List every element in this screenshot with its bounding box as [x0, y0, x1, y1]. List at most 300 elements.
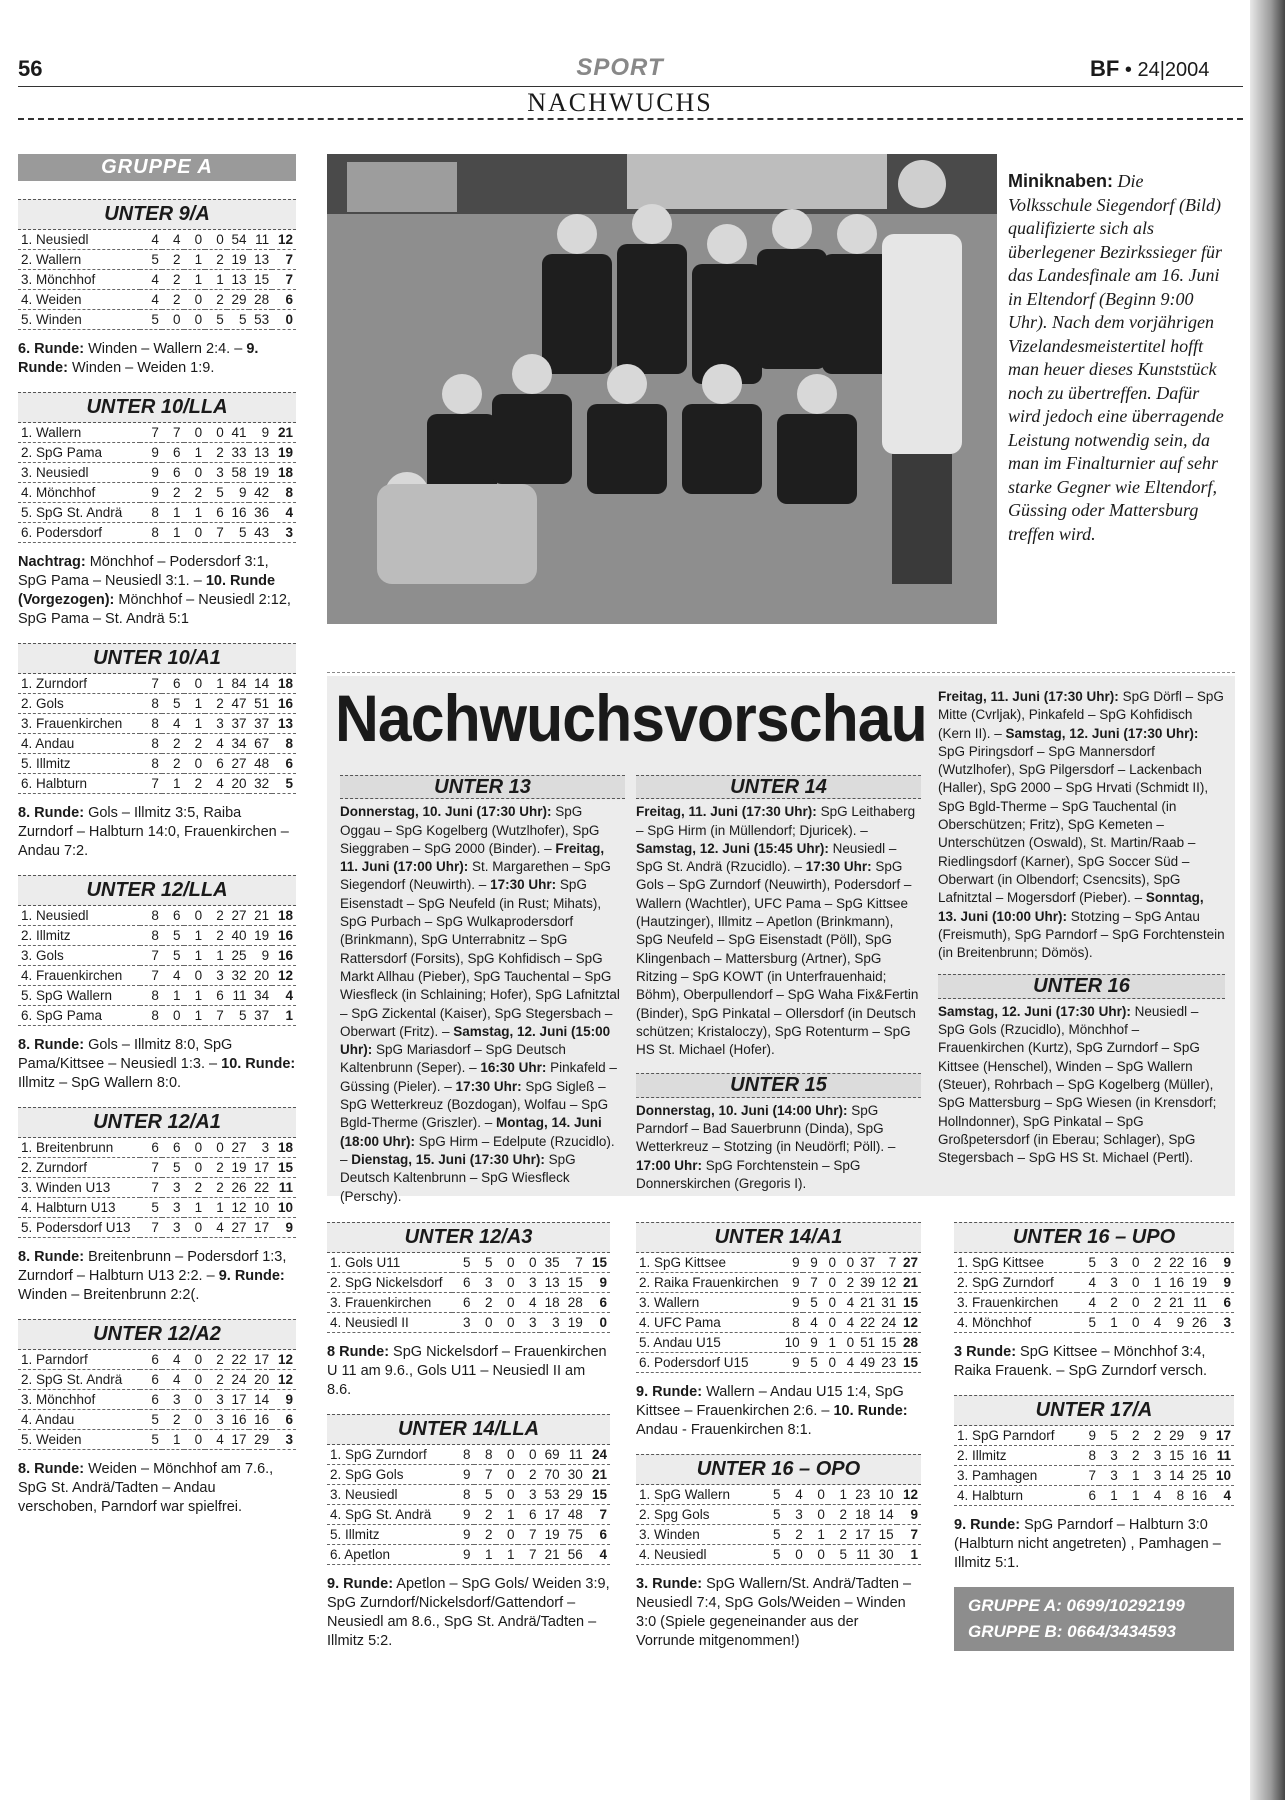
stat-cell: 2 [474, 1525, 496, 1545]
stat-cell: 17 [850, 1525, 873, 1545]
team-name: 1. Neusiedl [18, 906, 140, 926]
points: 18 [272, 1138, 296, 1158]
stat-cell: 5 [205, 310, 227, 330]
stat-cell: 4 [162, 1350, 184, 1370]
table-row [327, 1313, 610, 1333]
points: 10 [1210, 1466, 1234, 1486]
match-label: 16:30 Uhr: [480, 1060, 547, 1076]
table-row [954, 1313, 1234, 1333]
result-label: 9. Runde: [18, 341, 259, 376]
team-name: 4. Andau [18, 1410, 140, 1430]
stat-cell: 17 [249, 1218, 272, 1238]
stat-cell: 29 [1164, 1426, 1187, 1446]
table-row [954, 1466, 1234, 1486]
team-name: 5. SpG St. Andrä [18, 503, 140, 523]
result-text: SpG Wallern/St. Andrä/Tadten – Neusiedl 7:4, SpG Gols/Weiden – Winden 3:0 (Spiele gegeneinander aus der Vorrunde mitgenommen!) [636, 1576, 912, 1649]
stat-cell: 0 [184, 1138, 206, 1158]
stat-cell: 0 [821, 1253, 839, 1273]
points: 16 [272, 694, 296, 714]
stat-cell: 4 [162, 966, 184, 986]
points: 9 [1210, 1253, 1234, 1273]
stat-cell: 0 [205, 1138, 227, 1158]
stat-cell: 4 [839, 1293, 857, 1313]
stat-cell: 1 [1099, 1313, 1121, 1333]
stat-cell: 5 [205, 483, 227, 503]
team-name: 1. Gols U11 [327, 1253, 452, 1273]
stat-cell: 1 [205, 270, 227, 290]
stat-cell: 1 [205, 1198, 227, 1218]
team-name: 5. Weiden [18, 1430, 140, 1450]
table-row [18, 1430, 296, 1450]
round-results [18, 1460, 296, 1517]
stat-cell: 32 [249, 774, 272, 794]
stat-cell: 28 [249, 290, 272, 310]
match-text: Neusiedl – SpG St. Andrä (Rzucidlo). – [636, 840, 897, 875]
table-row [327, 1293, 610, 1313]
stat-cell: 2 [184, 483, 206, 503]
stat-cell: 19 [540, 1525, 563, 1545]
stat-cell: 10 [782, 1333, 803, 1353]
stat-cell: 5 [162, 694, 184, 714]
match-label: 17:30 Uhr: [490, 877, 557, 893]
stat-cell: 18 [540, 1293, 563, 1313]
stat-cell: 4 [205, 1218, 227, 1238]
points: 12 [272, 966, 296, 986]
round-results [18, 1036, 296, 1093]
standings-title: UNTER 12/A1 [18, 1107, 296, 1138]
team-name: 1. SpG Kittsee [954, 1253, 1077, 1273]
stat-cell: 0 [839, 1333, 857, 1353]
middle-column-2 [636, 1222, 921, 1665]
team-name: 5. Winden [18, 310, 140, 330]
team-name: 3. Winden [636, 1525, 761, 1545]
stat-cell: 1 [162, 503, 184, 523]
stat-cell: 4 [140, 270, 162, 290]
stat-cell: 10 [873, 1485, 896, 1505]
stat-cell: 25 [227, 946, 250, 966]
result-text: Gols – Illmitz 8:0, SpG Pama/Kittsee – Neusiedl 1:3. – [18, 1037, 233, 1072]
stat-cell: 3 [249, 1138, 272, 1158]
points: 15 [899, 1293, 921, 1313]
stat-cell: 2 [1142, 1426, 1164, 1446]
stat-cell: 11 [850, 1545, 873, 1565]
stat-cell: 2 [184, 1178, 206, 1198]
match-label: Samstag, 12. Juni (17:30 Uhr): [938, 1003, 1131, 1019]
stat-cell: 70 [540, 1465, 563, 1485]
stat-cell: 39 [857, 1273, 878, 1293]
table-row [18, 310, 296, 330]
stat-cell: 4 [1077, 1273, 1099, 1293]
team-name: 6. Podersdorf [18, 523, 140, 543]
stat-cell: 9 [803, 1333, 821, 1353]
stat-cell: 6 [140, 1350, 162, 1370]
stat-cell: 9 [140, 483, 162, 503]
stat-cell: 6 [162, 674, 184, 694]
header-divider [18, 118, 1243, 120]
stat-cell: 4 [162, 1370, 184, 1390]
stat-cell: 0 [1121, 1273, 1143, 1293]
stat-cell: 7 [140, 1158, 162, 1178]
schedule-u13-text [340, 803, 625, 1206]
standings-title: UNTER 16 – UPO [954, 1222, 1234, 1253]
stat-cell: 1 [162, 986, 184, 1006]
stat-cell: 1 [184, 1198, 206, 1218]
stat-cell: 4 [784, 1485, 806, 1505]
team-name: 2. SpG Zurndorf [954, 1273, 1077, 1293]
table-row [954, 1426, 1234, 1446]
stat-cell: 8 [474, 1445, 496, 1465]
table-row [18, 1178, 296, 1198]
result-label: 9. Runde: [636, 1384, 703, 1400]
team-name: 4. Halbturn [954, 1486, 1077, 1506]
team-name: 3. Wallern [636, 1293, 782, 1313]
team-name: 4. Halbturn U13 [18, 1198, 140, 1218]
stat-cell: 16 [1187, 1253, 1210, 1273]
standings-table [18, 1350, 296, 1450]
stat-cell: 67 [249, 734, 272, 754]
table-row [18, 523, 296, 543]
team-name: 4. SpG St. Andrä [327, 1505, 452, 1525]
schedule-u13 [340, 775, 625, 1206]
stat-cell: 5 [140, 250, 162, 270]
stat-cell: 0 [806, 1505, 828, 1525]
stat-cell: 27 [227, 1138, 250, 1158]
stat-cell: 1 [828, 1485, 850, 1505]
stat-cell: 2 [1099, 1293, 1121, 1313]
result-text: SpG Kittsee – Mönchhof 3:4, Raika Frauenk. – SpG Zurndorf versch. [954, 1344, 1208, 1379]
stat-cell: 20 [249, 1370, 272, 1390]
team-name: 3. Neusiedl [327, 1485, 452, 1505]
stat-cell: 2 [205, 906, 227, 926]
table-row [327, 1465, 610, 1485]
points: 18 [272, 906, 296, 926]
stat-cell: 17 [227, 1430, 250, 1450]
stat-cell: 51 [249, 694, 272, 714]
stat-cell: 7 [140, 1178, 162, 1198]
round-results [954, 1516, 1234, 1573]
stat-cell: 3 [162, 1390, 184, 1410]
stat-cell: 1 [184, 1006, 206, 1026]
points: 16 [272, 946, 296, 966]
round-results [327, 1343, 610, 1400]
stat-cell: 3 [1099, 1273, 1121, 1293]
stat-cell: 4 [803, 1313, 821, 1333]
stat-cell: 11 [249, 230, 272, 250]
stat-cell: 2 [828, 1505, 850, 1525]
table-row [327, 1273, 610, 1293]
result-label: 8. Runde: [18, 1461, 85, 1477]
stat-cell: 58 [227, 463, 250, 483]
stat-cell: 1 [496, 1545, 518, 1565]
result-label: 3. Runde: [636, 1576, 703, 1592]
stat-cell: 3 [205, 1410, 227, 1430]
stat-cell: 8 [140, 1006, 162, 1026]
stat-cell: 14 [249, 1390, 272, 1410]
stat-cell: 3 [474, 1273, 496, 1293]
match-text: Pinkafeld – Güssing (Pieler). – [340, 1060, 617, 1094]
stat-cell: 11 [227, 986, 250, 1006]
points: 12 [897, 1485, 921, 1505]
stat-cell: 17 [540, 1505, 563, 1525]
table-row [636, 1313, 921, 1333]
stat-cell: 27 [227, 1218, 250, 1238]
stat-cell: 37 [249, 714, 272, 734]
table-row [18, 966, 296, 986]
match-label: 17:30 Uhr: [805, 859, 872, 875]
issue-info [1090, 56, 1209, 82]
match-label: 17:00 Uhr: [636, 1157, 703, 1173]
round-results [18, 340, 296, 378]
team-name: 2. Illmitz [18, 926, 140, 946]
stat-cell: 4 [140, 230, 162, 250]
stat-cell: 14 [1164, 1466, 1187, 1486]
stat-cell: 0 [184, 674, 206, 694]
stat-cell: 47 [227, 694, 250, 714]
issue: 24|2004 [1137, 59, 1210, 81]
stat-cell: 0 [184, 523, 206, 543]
result-label: 8 Runde: [327, 1344, 390, 1360]
stat-cell: 28 [563, 1293, 586, 1313]
stat-cell: 2 [205, 1158, 227, 1178]
stat-cell: 0 [184, 906, 206, 926]
points: 4 [1210, 1486, 1234, 1506]
stat-cell: 2 [828, 1525, 850, 1545]
stat-cell: 32 [227, 966, 250, 986]
stat-cell: 2 [162, 483, 184, 503]
hotline-box [954, 1587, 1234, 1651]
stat-cell: 2 [205, 926, 227, 946]
stat-cell: 3 [784, 1505, 806, 1525]
stat-cell: 0 [496, 1253, 518, 1273]
stat-cell: 0 [184, 423, 206, 443]
stat-cell: 6 [162, 463, 184, 483]
stat-cell: 2 [1121, 1446, 1143, 1466]
points: 3 [272, 1430, 296, 1450]
stat-cell: 9 [249, 423, 272, 443]
stat-cell: 22 [1164, 1253, 1187, 1273]
stat-cell: 22 [857, 1313, 878, 1333]
team-name: 2. SpG Pama [18, 443, 140, 463]
points: 18 [272, 674, 296, 694]
stat-cell: 5 [761, 1485, 783, 1505]
table-row [18, 503, 296, 523]
points: 6 [586, 1293, 610, 1313]
result-text: Winden – Weiden 1:9. [67, 360, 215, 376]
stat-cell: 8 [140, 754, 162, 774]
stat-cell: 1 [821, 1333, 839, 1353]
stat-cell: 3 [162, 1218, 184, 1238]
stat-cell: 9 [249, 946, 272, 966]
stat-cell: 3 [518, 1273, 540, 1293]
page-number: 56 [18, 56, 43, 81]
team-name: 5. Podersdorf U13 [18, 1218, 140, 1238]
result-text: Mönchhof – Neusiedl 2:12, SpG Pama – St. Andrä 5:1 [18, 592, 291, 627]
points: 9 [272, 1218, 296, 1238]
match-label: Montag, 14. Juni (18:00 Uhr): [340, 1115, 602, 1149]
caption-text: Die Volksschule Siegendorf (Bild) qualifizierte sich als überlegener Bezirkssieger für das Landesfinale am 16. Juni in Eltendorf (Beginn 9:00 Uhr). Nach dem vorjährigen Vizelandesmeistertitel hofft man heuer dieses Kunststück noch zu übertreffen. Dafür wird jedoch eine überragende Leistung notwendig sein, da man im Finalturnier auf sehr starke Gegner wie Eltendorf, Güssing oder Mattersburg treffen wird. [1008, 171, 1224, 544]
table-row [18, 1370, 296, 1390]
standings-table [636, 1485, 921, 1565]
team-photo-illustration [327, 154, 997, 624]
points: 12 [899, 1313, 921, 1333]
stat-cell: 1 [184, 270, 206, 290]
points: 21 [586, 1465, 610, 1485]
stat-cell: 8 [140, 986, 162, 1006]
team-name: 3. Mönchhof [18, 1390, 140, 1410]
match-label: Freitag, 11. Juni (17:30 Uhr): [636, 804, 817, 820]
table-row [18, 754, 296, 774]
result-label: 6. Runde: [18, 341, 85, 357]
stat-cell: 14 [873, 1505, 896, 1525]
stat-cell: 0 [496, 1485, 518, 1505]
stat-cell: 7 [563, 1253, 586, 1273]
table-row [327, 1545, 610, 1565]
stat-cell: 5 [474, 1253, 496, 1273]
table-row [327, 1445, 610, 1465]
team-name: 3. Neusiedl [18, 463, 140, 483]
stat-cell: 2 [784, 1525, 806, 1545]
table-row [636, 1333, 921, 1353]
table-row [18, 443, 296, 463]
stat-cell: 4 [839, 1313, 857, 1333]
table-row [18, 926, 296, 946]
section-title: SPORT [576, 54, 664, 81]
match-text: SpG Hirm – Edelpute (Rzucidlo). – [340, 1133, 615, 1167]
stat-cell: 8 [140, 503, 162, 523]
stat-cell: 8 [452, 1485, 474, 1505]
header-rule [18, 86, 1243, 87]
stat-cell: 30 [873, 1545, 896, 1565]
result-label: 10. Runde: [221, 1056, 296, 1072]
stat-cell: 3 [1142, 1446, 1164, 1466]
table-row [18, 1006, 296, 1026]
stat-cell: 9 [227, 483, 250, 503]
stat-cell: 1 [184, 503, 206, 523]
result-label: Nachtrag: [18, 554, 86, 570]
stat-cell: 29 [227, 290, 250, 310]
stat-cell: 5 [140, 310, 162, 330]
points: 11 [272, 1178, 296, 1198]
table-row [327, 1485, 610, 1505]
standings-table [327, 1445, 610, 1565]
points: 3 [272, 523, 296, 543]
stat-cell: 26 [1187, 1313, 1210, 1333]
stat-cell: 23 [878, 1353, 899, 1373]
stat-cell: 16 [1187, 1486, 1210, 1506]
stat-cell: 2 [162, 270, 184, 290]
match-text: SpG Dörfl – SpG Mitte (Cvrljak), Pinkafeld – SpG Kohfidisch (Kern II). – [938, 689, 1224, 741]
stat-cell: 1 [162, 523, 184, 543]
stat-cell: 15 [1164, 1446, 1187, 1466]
table-row [18, 270, 296, 290]
match-label: Dienstag, 15. Juni (17:30 Uhr): [351, 1151, 545, 1167]
table-row [18, 290, 296, 310]
stat-cell: 5 [140, 1430, 162, 1450]
round-results [18, 1248, 296, 1305]
stat-cell: 23 [850, 1485, 873, 1505]
stat-cell: 21 [857, 1293, 878, 1313]
stat-cell: 13 [249, 250, 272, 270]
stat-cell: 2 [162, 1410, 184, 1430]
stat-cell: 24 [227, 1370, 250, 1390]
stat-cell: 0 [184, 310, 206, 330]
stat-cell: 42 [249, 483, 272, 503]
stat-cell: 2 [1142, 1293, 1164, 1313]
stat-cell: 3 [518, 1313, 540, 1333]
stat-cell: 9 [452, 1505, 474, 1525]
stat-cell: 9 [452, 1465, 474, 1485]
stat-cell: 6 [1077, 1486, 1099, 1506]
stat-cell: 35 [540, 1253, 563, 1273]
table-row [18, 1350, 296, 1370]
points: 11 [1210, 1446, 1234, 1466]
team-name: 2. Illmitz [954, 1446, 1077, 1466]
round-results [636, 1575, 921, 1651]
result-text: Wallern – Andau U15 1:4, SpG Kittsee – Frauenkirchen 2:6. – [636, 1384, 904, 1419]
stat-cell: 0 [784, 1545, 806, 1565]
stat-cell: 3 [518, 1485, 540, 1505]
stat-cell: 0 [496, 1273, 518, 1293]
stat-cell: 7 [205, 1006, 227, 1026]
stat-cell: 6 [205, 754, 227, 774]
team-name: 3. Frauenkirchen [327, 1293, 452, 1313]
stat-cell: 51 [857, 1333, 878, 1353]
result-text: Gols – Illmitz 3:5, Raiba Zurndorf – Halbturn 14:0, Frauenkirchen – Andau 7:2. [18, 805, 289, 859]
table-row [18, 1390, 296, 1410]
team-name: 4. Frauenkirchen [18, 966, 140, 986]
points: 6 [1210, 1293, 1234, 1313]
hotline-group-a: GRUPPE A: 0699/10292199 [968, 1596, 1185, 1615]
result-text: Winden – Wallern 2:4. – [84, 341, 247, 357]
standings-table [954, 1253, 1234, 1333]
stat-cell: 7 [140, 674, 162, 694]
match-text: SpG Mariasdorf – SpG Deutsch Kaltenbrunn (Seper). – [340, 1042, 566, 1076]
table-row [954, 1273, 1234, 1293]
team-name: 1. Breitenbrunn [18, 1138, 140, 1158]
stat-cell: 0 [806, 1485, 828, 1505]
stat-cell: 7 [140, 946, 162, 966]
stat-cell: 16 [227, 503, 250, 523]
team-name: 1. SpG Parndorf [954, 1426, 1077, 1446]
points: 4 [272, 503, 296, 523]
stat-cell: 27 [227, 906, 250, 926]
schedule-u16-text [938, 1003, 1225, 1168]
stat-cell: 15 [878, 1333, 899, 1353]
stat-cell: 7 [162, 423, 184, 443]
table-row [954, 1253, 1234, 1273]
stat-cell: 7 [518, 1545, 540, 1565]
points: 6 [272, 290, 296, 310]
stat-cell: 10 [249, 1198, 272, 1218]
team-name: 3. Frauenkirchen [954, 1293, 1077, 1313]
stat-cell: 16 [1187, 1446, 1210, 1466]
stat-cell: 54 [227, 230, 250, 250]
stat-cell: 2 [205, 290, 227, 310]
stat-cell: 2 [1121, 1426, 1143, 1446]
points: 15 [899, 1353, 921, 1373]
points: 7 [897, 1525, 921, 1545]
stat-cell: 8 [140, 734, 162, 754]
standings-title: UNTER 12/A3 [327, 1222, 610, 1253]
stat-cell: 41 [227, 423, 250, 443]
team-name: 1. Parndorf [18, 1350, 140, 1370]
stat-cell: 3 [452, 1313, 474, 1333]
page-edge [1250, 0, 1285, 1800]
stat-cell: 7 [803, 1273, 821, 1293]
result-label: 3 Runde: [954, 1344, 1017, 1360]
table-row [636, 1525, 921, 1545]
table-row [18, 463, 296, 483]
